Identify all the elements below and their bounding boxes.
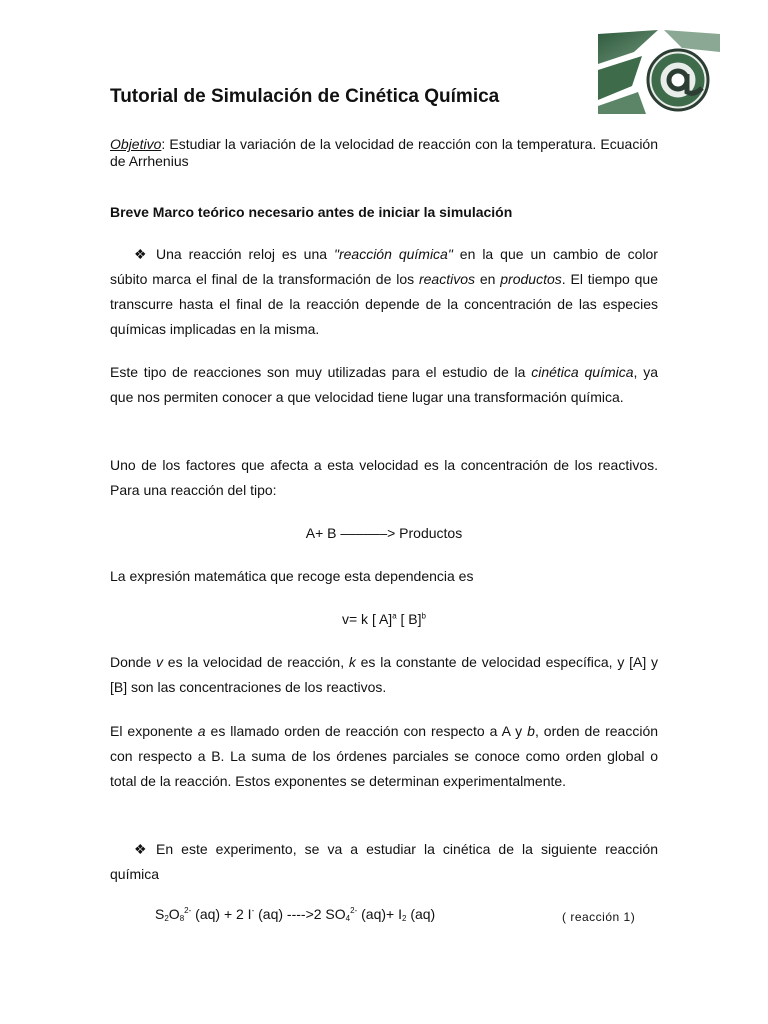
text-run: Una reacción reloj es una: [156, 246, 334, 262]
paragraph-expression: La expresión matemática que recoge esta dependencia es: [110, 568, 474, 584]
eq-part: (aq): [406, 906, 436, 922]
objective-label: Objetivo: [110, 136, 162, 152]
document-title: Tutorial de Simulación de Cinética Química: [110, 86, 500, 107]
paragraph-clock-reaction: [110, 242, 658, 342]
italic-run: k: [348, 654, 356, 670]
section-heading: Breve Marco teórico necesario antes de iniciar la simulación: [110, 204, 513, 220]
italic-run: productos: [500, 271, 562, 287]
paragraph-definitions: [110, 650, 658, 700]
italic-run: cinética química: [531, 364, 634, 380]
text-run: es llamado orden de reacción con respecto a A y: [205, 723, 528, 739]
eq-sub: 8: [179, 914, 185, 923]
text-run: En este experimento, se va a estudiar la cinética de la siguiente reacción química: [110, 841, 658, 882]
paragraph-kinetics: [110, 360, 658, 410]
text-run: El exponente: [110, 723, 198, 739]
text-run: Este tipo de reacciones son muy utilizadas para el estudio de la: [110, 364, 532, 380]
diamond-bullet-icon: ❖: [134, 246, 147, 262]
at-sign-logo: [598, 30, 720, 114]
eq-part: S: [155, 906, 165, 922]
exponent-b: b: [421, 611, 426, 621]
eq-sup: 2-: [350, 906, 358, 915]
italic-run: "reacción química": [333, 246, 453, 262]
eq-part: (aq) ---->2 SO: [254, 906, 346, 922]
text-run: es la velocidad de reacción,: [163, 654, 349, 670]
eq-sup: 2-: [184, 906, 192, 915]
eq-part: O: [168, 906, 180, 922]
paragraph-experiment: [110, 837, 658, 887]
text-run: en la que un cambio de color súbito marca el final de la transformación de los: [110, 246, 658, 287]
text-run: . El tiempo que transcurre hasta el final de la reacción depende de la concentración de las especies químicas implicadas en la misma.: [110, 271, 658, 337]
eq-part: (aq)+ I: [357, 906, 402, 922]
reaction-label: ( reacción 1): [562, 910, 636, 924]
eq-sub: 2: [401, 914, 407, 923]
italic-run: a: [197, 723, 206, 739]
italic-run: b: [527, 723, 535, 739]
text-run: Donde: [110, 654, 157, 670]
general-reaction: A+ B ––––––> Productos: [305, 525, 463, 541]
text-run: , orden de reacción con respecto a B. La suma de los órdenes parciales se conoce como orden global o total de la reacción. Estos exponentes se determinan experimentalmente.: [110, 723, 659, 789]
eq-sub: 4: [345, 914, 351, 923]
italic-run: v: [156, 654, 164, 670]
diamond-bullet-icon: ❖: [134, 841, 147, 857]
text-run: es la constante de velocidad específica, y [A] y [B] son las concentraciones de los reactivos.: [110, 654, 658, 695]
paragraph-factors: Uno de los factores que afecta a esta velocidad es la concentración de los reactivos. Para una reacción del tipo:: [110, 457, 658, 498]
italic-run: reactivos: [418, 271, 475, 287]
eq-sup: -: [251, 906, 255, 915]
objective-paragraph: [110, 136, 658, 170]
persulfate-iodide-equation: [155, 906, 435, 923]
paragraph-orders: [110, 719, 658, 794]
rate-law-equation: [110, 611, 658, 627]
rate-law-base: v= k [ A]: [341, 611, 393, 627]
exponent-a: a: [392, 611, 397, 621]
eq-part: (aq) + 2 I: [191, 906, 252, 922]
text-run: en: [475, 271, 501, 287]
eq-sub: 2: [164, 914, 169, 923]
text-run: , ya que nos permiten conocer a que velocidad tiene lugar una transformación química.: [110, 364, 658, 405]
objective-text: : Estudiar la variación de la velocidad de reacción con la temperatura. Ecuación de Arrhenius: [110, 136, 658, 169]
rate-law-mid: [ B]: [396, 611, 422, 627]
